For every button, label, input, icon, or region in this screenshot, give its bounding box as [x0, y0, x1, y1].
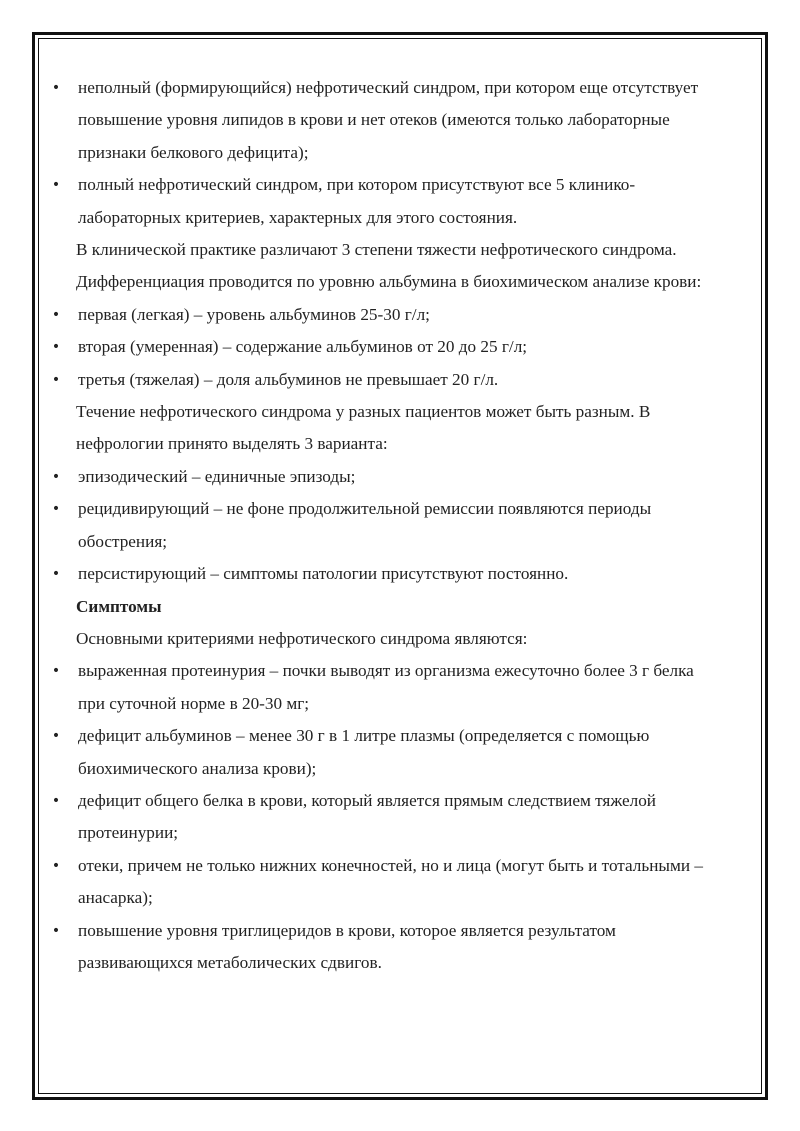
bullet-icon: • [51, 468, 61, 485]
list-item [50, 655, 720, 720]
bullet-icon: • [51, 306, 61, 323]
list-item [50, 299, 720, 331]
bullet-icon: • [51, 857, 61, 874]
list-item [50, 850, 720, 915]
list-item-text: персистирующий – симптомы патологии присутствуют постоянно. [78, 564, 569, 584]
list-item-text: полный нефротический синдром, при котором присутствуют все 5 клинико-лабораторных критериев, характерных для этого состояния. [78, 175, 636, 227]
bullet-icon: • [51, 728, 61, 745]
list-item [50, 785, 720, 850]
list-item-text: вторая (умеренная) – содержание альбуминов от 20 до 25 г/л; [78, 337, 528, 357]
list-item [50, 493, 720, 558]
bullet-icon: • [51, 339, 61, 356]
section-heading: Симптомы [76, 596, 162, 616]
list-item-text: рецидивирующий – не фоне продолжительной ремиссии появляются периоды обострения; [78, 499, 652, 551]
list-item-text: эпизодический – единичные эпизоды; [78, 466, 356, 486]
bullet-icon: • [51, 371, 61, 388]
list-item [50, 915, 720, 980]
paragraph: Течение нефротического синдрома у разных пациентов может быть разным. В нефрологии принято выделять 3 варианта: [76, 402, 651, 454]
bullet-icon: • [51, 80, 61, 96]
list-item-text: неполный (формирующийся) нефротический синдром, при котором еще отсутствует повышение уровня липидов в крови и нет отеков (имеются только лабораторные признаки белкового дефицита); [78, 78, 699, 162]
bullet-icon: • [51, 177, 61, 194]
bullet-icon: • [51, 566, 61, 583]
list-item [50, 720, 720, 785]
bullet-icon: • [51, 501, 61, 518]
list-item-text: отеки, причем не только нижних конечностей, но и лица (могут быть и тотальными – анасарка); [78, 855, 703, 908]
list-item-text: первая (легкая) – уровень альбуминов 25-30 г/л; [78, 304, 430, 324]
list-item-text: третья (тяжелая) – доля альбуминов не превышает 20 г/л. [78, 369, 499, 389]
list-item-text: дефицит альбуминов – менее 30 г в 1 литре плазмы (определяется с помощью биохимического анализа крови); [78, 726, 650, 778]
list-item [50, 331, 720, 363]
list-item-text: выраженная протеинурия – почки выводят из организма ежесуточно более 3 г белка при суточной норме в 20-30 мг; [78, 661, 694, 713]
paragraph: Основными критериями нефротического синдрома являются: [76, 628, 528, 648]
list-item [50, 169, 720, 234]
list-item [50, 364, 720, 396]
list-item [50, 558, 720, 590]
bullet-icon: • [51, 792, 61, 809]
paragraph: В клинической практике различают 3 степени тяжести нефротического синдрома. Дифференциация проводится по уровню альбумина в биохимическом анализе крови: [76, 240, 702, 292]
bullet-icon: • [51, 922, 61, 939]
list-item-text: дефицит общего белка в крови, который является прямым следствием тяжелой протеинурии; [78, 790, 656, 843]
list-item [50, 461, 720, 493]
list-item [50, 72, 720, 169]
list-item-text: повышение уровня триглицеридов в крови, которое является результатом развивающихся метаболических сдвигов. [78, 920, 616, 972]
bullet-icon: • [51, 663, 61, 680]
document-body [50, 72, 720, 979]
